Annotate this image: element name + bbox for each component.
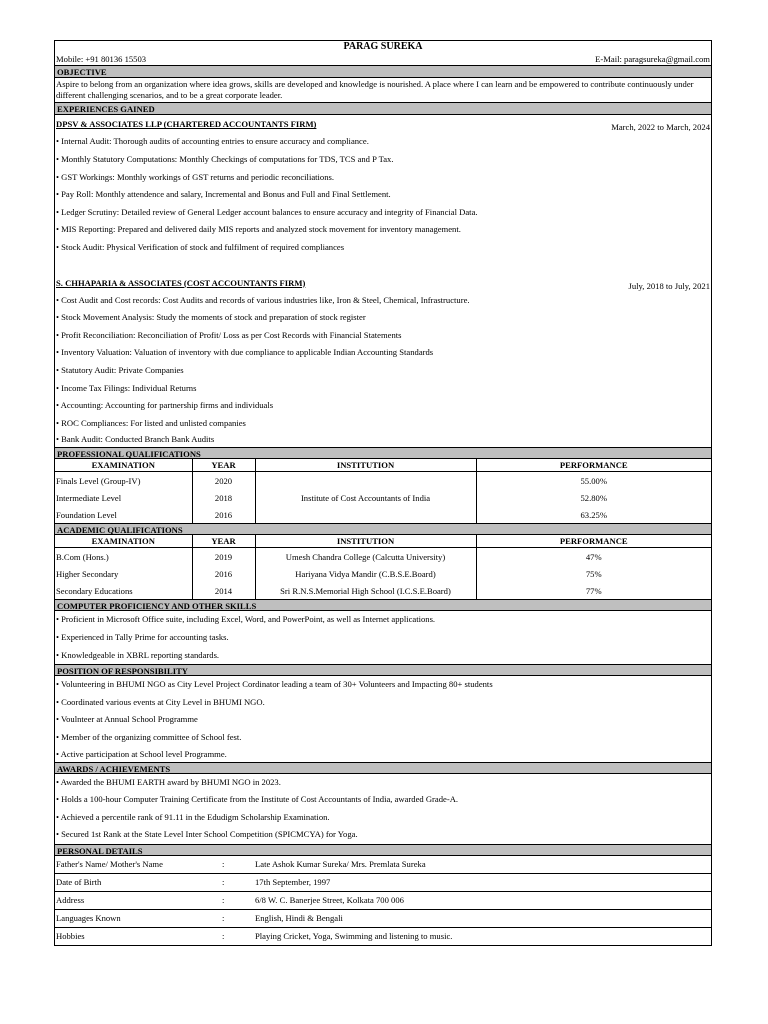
institution-cell: Umesh Chandra College (Calcutta University) <box>255 548 476 566</box>
table-row <box>55 582 711 599</box>
year-cell: 2018 <box>192 489 255 506</box>
mobile-number: Mobile: +91 80136 15503 <box>56 54 147 64</box>
year-cell: 2014 <box>192 582 255 599</box>
column-header: EXAMINATION <box>55 459 192 472</box>
skill-item: • Proficient in Microsoft Office suite, including Excel, Word, and PowerPoint, as well as Internet applications. <box>56 614 436 625</box>
award-item: • Achieved a percentile rank of 91.11 in the Edudigm Scholarship Examination. <box>56 811 330 822</box>
experience-item: • ROC Compliances: For listed and unlisted companies <box>56 417 246 428</box>
institution-cell: Institute of Cost Accountants of India <box>255 472 476 524</box>
experience-item: • Inventory Valuation: Valuation of inventory with due compliance to applicable Indian Accounting Standards <box>56 347 434 358</box>
column-header: EXAMINATION <box>55 535 192 548</box>
year-cell: 2020 <box>192 472 255 490</box>
column-header: INSTITUTION <box>255 459 476 472</box>
firm-dates: July, 2018 to July, 2021 <box>628 280 710 291</box>
experience-item: • Stock Movement Analysis: Study the moments of stock and preparation of stock register <box>56 312 366 323</box>
detail-label: Hobbies <box>56 931 85 942</box>
detail-label: Languages Known <box>56 913 121 924</box>
personal-details-table <box>55 856 711 945</box>
experience-item: • GST Workings: Monthly workings of GST returns and periodic reconciliations. <box>56 171 335 182</box>
skill-item: • Knowledgeable in XBRL reporting standards. <box>56 649 220 660</box>
exam-cell: Intermediate Level <box>56 492 122 503</box>
firm-dates: March, 2022 to March, 2024 <box>611 122 710 133</box>
section-academic: ACADEMIC QUALIFICATIONS <box>55 523 711 535</box>
experience-item: • Internal Audit: Thorough audits of accounting entries to ensure accuracy and compliance. <box>56 136 369 147</box>
email-address: E-Mail: paragsureka@gmail.com <box>595 54 710 64</box>
detail-value: Playing Cricket, Yoga, Swimming and listening to music. <box>255 931 453 942</box>
section-awards: AWARDS / ACHIEVEMENTS <box>55 762 711 774</box>
experience-item: • Pay Roll: Monthly attendence and salary, Incremental and Bonus and Full and Final Settlement. <box>56 189 391 200</box>
section-objective: OBJECTIVE <box>55 66 711 78</box>
detail-label: Father's Name/ Mother's Name <box>56 859 163 870</box>
candidate-name: PARAG SUREKA <box>343 41 423 52</box>
table-row <box>55 472 711 490</box>
firm-header <box>55 274 711 292</box>
performance-cell: 47% <box>585 551 602 562</box>
column-header: YEAR <box>192 535 255 548</box>
experience-item: • Ledger Scrutiny: Detailed review of General Ledger account balances to ensure accuracy and integrity of Financial Data. <box>56 206 478 217</box>
responsibility-item: • Coordinated various events at City Level in BHUMI NGO. <box>56 696 265 707</box>
responsibility-item: • Member of the organizing committee of School fest. <box>56 731 242 742</box>
institution-cell: Hariyana Vidya Mandir (C.B.S.E.Board) <box>255 565 476 582</box>
spacer <box>55 257 711 274</box>
institution-cell: Sri R.N.S.Memorial High School (I.C.S.E.Board) <box>255 582 476 599</box>
responsibility-item: • Voulnteer at Annual School Programme <box>56 714 198 725</box>
academic-table <box>55 535 711 599</box>
professional-table <box>55 459 711 523</box>
table-row <box>55 909 711 927</box>
experience-item: • Monthly Statutory Computations: Monthly Checkings of computations for TDS, TCS and P Tax. <box>56 154 394 165</box>
award-item: • Awarded the BHUMI EARTH award by BHUMI NGO in 2023. <box>56 776 281 787</box>
section-personal: PERSONAL DETAILS <box>55 844 711 856</box>
experience-item: • MIS Reporting: Prepared and delivered daily MIS reports and analyzed stock movement for inventory management. <box>56 224 461 235</box>
experience-item: • Statutory Audit: Private Companies <box>56 365 184 375</box>
column-header: PERFORMANCE <box>476 459 711 472</box>
award-item: • Secured 1st Rank at the State Level Inter School Competition (SPICMCYA) for Yoga. <box>56 829 358 840</box>
section-professional: PROFESSIONAL QUALIFICATIONS <box>55 447 711 459</box>
skill-item: • Experienced in Tally Prime for accounting tasks. <box>56 631 229 642</box>
exam-cell: Higher Secondary <box>56 568 119 579</box>
performance-cell: 52.80% <box>580 492 607 503</box>
contact-line <box>55 53 711 66</box>
column-header: INSTITUTION <box>255 535 476 548</box>
exam-cell: Finals Level (Group-IV) <box>56 475 141 486</box>
firm-name: S. CHHAPARIA & ASSOCIATES (COST ACCOUNTANTS FIRM) <box>56 277 306 288</box>
section-responsibility: POSITION OF RESPONSIBILITY <box>55 664 711 676</box>
firm-name: DPSV & ASSOCIATES LLP (CHARTERED ACCOUNTANTS FIRM) <box>56 119 317 130</box>
performance-cell: 63.25% <box>580 509 607 520</box>
detail-value: 17th September, 1997 <box>255 877 331 888</box>
responsibility-item: • Volunteering in BHUMI NGO as City Level Project Cordinator leading a team of 30+ Volunteers and Impacting 80+ students <box>56 679 493 690</box>
table-row <box>55 927 711 945</box>
detail-separator: : <box>222 913 225 924</box>
detail-separator: : <box>222 895 225 906</box>
objective-text: Aspire to belong from an organization where idea grows, skills are developed and knowledge is nourished. A place where I can learn and be empowered to contribute continuously under different challenging scenarios, and to be a great corporate leader. <box>55 78 711 103</box>
experience-item: • Cost Audit and Cost records: Cost Audits and records of various industries like, Iron & Steel, Chemical, Infrastructure. <box>56 294 470 305</box>
performance-cell: 55.00% <box>580 475 607 486</box>
detail-separator: : <box>222 877 225 888</box>
experience-item: • Stock Audit: Physical Verification of stock and fulfilment of required compliances <box>56 242 345 253</box>
detail-label: Address <box>56 895 85 906</box>
detail-label: Date of Birth <box>56 877 102 888</box>
table-row <box>55 548 711 566</box>
award-item: • Holds a 100-hour Computer Training Certificate from the Institute of Cost Accountants of India, awarded Grade-A. <box>56 794 459 805</box>
year-cell: 2016 <box>192 506 255 523</box>
table-row <box>55 856 711 874</box>
column-header: PERFORMANCE <box>476 535 711 548</box>
exam-cell: Foundation Level <box>56 509 117 520</box>
detail-separator: : <box>222 859 225 870</box>
year-cell: 2016 <box>192 565 255 582</box>
performance-cell: 75% <box>585 568 602 579</box>
table-row <box>55 873 711 891</box>
detail-value: Late Ashok Kumar Sureka/ Mrs. Premlata Sureka <box>255 859 426 870</box>
exam-cell: Secondary Educations <box>56 585 133 596</box>
table-row <box>55 891 711 909</box>
firm-header <box>55 115 711 133</box>
experience-item: • Profit Reconciliation: Reconciliation of Profit/ Loss as per Cost Records with Financial Statements <box>56 329 402 340</box>
detail-value: 6/8 W. C. Banerjee Street, Kolkata 700 006 <box>255 895 404 906</box>
resume <box>54 40 712 946</box>
section-experience: EXPERIENCES GAINED <box>55 103 711 115</box>
column-header: YEAR <box>192 459 255 472</box>
detail-value: English, Hindi & Bengali <box>255 913 343 924</box>
experience-item: • Income Tax Filings: Individual Returns <box>56 382 197 393</box>
experience-item: • Bank Audit: Conducted Branch Bank Audits <box>56 434 215 445</box>
table-row <box>55 565 711 582</box>
experience-item: • Accounting: Accounting for partnership firms and individuals <box>56 400 274 411</box>
section-computer-skills: COMPUTER PROFICIENCY AND OTHER SKILLS <box>55 599 711 611</box>
detail-separator: : <box>222 931 225 942</box>
year-cell: 2019 <box>192 548 255 566</box>
responsibility-item: • Active participation at School level Programme. <box>56 748 227 759</box>
exam-cell: B.Com (Hons.) <box>56 551 109 562</box>
performance-cell: 77% <box>585 585 602 596</box>
